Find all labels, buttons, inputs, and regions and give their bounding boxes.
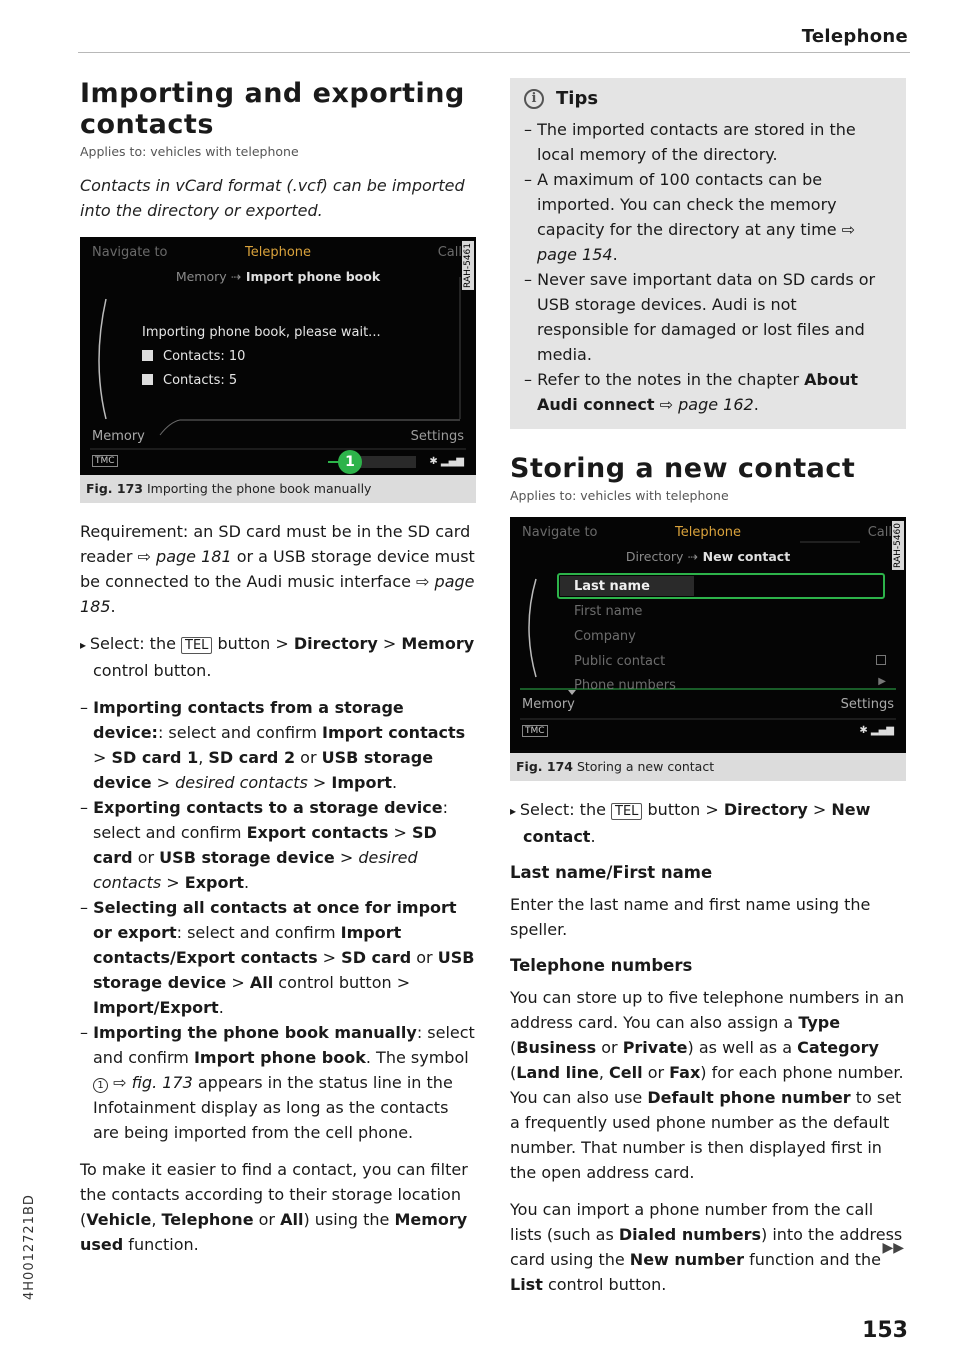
header-title: Telephone [801, 26, 908, 47]
screen-breadcrumb: Memory ⇢ Import phone book [175, 269, 381, 284]
infotainment-screen-import [80, 237, 476, 475]
tips-box [510, 78, 906, 429]
chevron-right-icon: ▶ [878, 676, 886, 687]
screen-settings-label: Settings [840, 697, 894, 712]
list-item: – Importing the phone book manually: select and confirm Import phone book. The symbol 1 ⇨ fig. 173 appears in the status line in the Infotainment display as long as the contacts are being imported from the cell phone. [80, 1020, 476, 1145]
tmc-icon: TMC [92, 455, 118, 467]
list-item: – A maximum of 100 contacts can be imported. You can check the memory capacity for the directory at any time ⇨ page 154. [524, 167, 892, 267]
screen-frame-lines [510, 517, 906, 753]
import-status-text: Importing phone book, please wait... [142, 325, 381, 340]
intro-text: Contacts in vCard format (.vcf) can be imported into the directory or exported. [80, 176, 465, 220]
infotainment-screen-new-contact [510, 517, 906, 753]
screen-nav-label: Navigate to [522, 525, 598, 540]
figure-caption: Fig. 173 Importing the phone book manually [86, 481, 372, 496]
contact-phone-icon [142, 374, 153, 385]
list-item: – Importing contacts from a storage device:: select and confirm Import contacts > SD card 1, SD card 2 or USB storage device > desired contacts > Import. [80, 695, 476, 795]
select-step: ▸ Select: the TEL button > Directory > New contact. [510, 797, 906, 849]
applies-note: Applies to: vehicles with telephone [510, 488, 729, 503]
section-title-storing: Storing a new contact [510, 453, 856, 484]
page-number: 153 [862, 1318, 908, 1343]
field-last-name: Last name [574, 579, 650, 594]
screen-nav-label: Navigate to [92, 245, 168, 260]
figure-caption: Fig. 174 Storing a new contact [516, 759, 715, 774]
contact-vcard-icon [142, 350, 153, 361]
list-item: – The imported contacts are stored in the local memory of the directory. [524, 117, 892, 167]
contacts-count-row-2: Contacts: 5 [142, 373, 237, 388]
applies-note: Applies to: vehicles with telephone [80, 144, 299, 159]
signal-strength-icon: ✱ ▂▄▆ [859, 725, 894, 736]
filter-paragraph: To make it easier to find a contact, you can filter the contacts according to their storage location (Vehicle, Telephone or All) using the Memory used function. [80, 1160, 468, 1254]
field-first-name: First name [574, 604, 643, 619]
tel-key: TEL [181, 637, 212, 654]
figure-code: RAH-5461 [463, 243, 473, 288]
select-step: ▸ Select: the TEL button > Directory > Memory control button. [80, 631, 476, 683]
section-title-import-export: Importing and exporting contacts [80, 78, 465, 140]
continue-arrow-icon: ▶▶ [882, 1240, 904, 1256]
import-number-paragraph: You can import a phone number from the call lists (such as Dialed numbers) into the address card using the New number function and the List control button. [510, 1200, 903, 1294]
tips-title: Tips [556, 88, 599, 109]
heading-telephone-numbers: Telephone numbers [510, 956, 693, 975]
screen-memory-label: Memory [92, 429, 145, 444]
list-item: – Exporting contacts to a storage device: select and confirm Export contacts > SD card or USB storage device > desired contacts > Export. [80, 795, 476, 895]
screen-telephone-label: Telephone [674, 525, 742, 540]
left-column [80, 78, 476, 1269]
heading-last-first-name: Last name/First name [510, 863, 713, 882]
screen-telephone-label: Telephone [244, 245, 312, 260]
document-code: 4H0012721BD [22, 1194, 37, 1300]
list-item: – Never save important data on SD cards or USB storage devices. Audi is not responsible for damaged or lost files and media. [524, 267, 892, 367]
info-icon: i [524, 89, 544, 109]
callout-1: 1 [338, 450, 362, 474]
field-public-contact: Public contact [574, 654, 666, 669]
screen-memory-label: Memory [522, 697, 575, 712]
screen-call-label: Call [867, 525, 892, 540]
signal-strength-icon: ✱ ▂▄▆ [429, 456, 464, 467]
field-company: Company [574, 629, 636, 644]
screen-breadcrumb: Directory ⇢ New contact [625, 549, 791, 564]
right-column [510, 78, 906, 1309]
telephone-numbers-paragraph: You can store up to five telephone numbers in an address card. You can also assign a Type (Business or Private) as well as a Category (Land line, Cell or Fax) for each phone number. You can also use Default phone number to set a frequently used phone number as the default number. That number is then displayed first in the open address card. [510, 988, 905, 1182]
figure-174 [510, 517, 906, 781]
screen-call-label: Call [437, 245, 462, 260]
checkbox-icon [876, 655, 886, 665]
screen-settings-label: Settings [410, 429, 464, 444]
figure-code: RAH-5460 [893, 523, 903, 568]
list-item: – Selecting all contacts at once for import or export: select and confirm Import contacts/Export contacts > SD card or USB storage device > All control button > Import/Export. [80, 895, 476, 1020]
last-name-paragraph: Enter the last name and first name using the speller. [510, 895, 871, 939]
requirement-paragraph: Requirement: an SD card must be in the SD card reader ⇨ page 181 or a USB storage device must be connected to the Audi music interface ⇨ page 185. [80, 522, 475, 616]
field-phone-numbers: Phone numbers [574, 678, 676, 693]
contacts-count-row-1: Contacts: 10 [142, 349, 245, 364]
header-rule [78, 52, 910, 53]
tips-list [524, 117, 892, 417]
import-export-list [80, 695, 476, 1145]
tel-key: TEL [611, 803, 642, 820]
tmc-icon: TMC [522, 725, 548, 737]
figure-173 [80, 237, 476, 503]
list-item: – Refer to the notes in the chapter About Audi connect ⇨ page 162. [524, 367, 892, 417]
